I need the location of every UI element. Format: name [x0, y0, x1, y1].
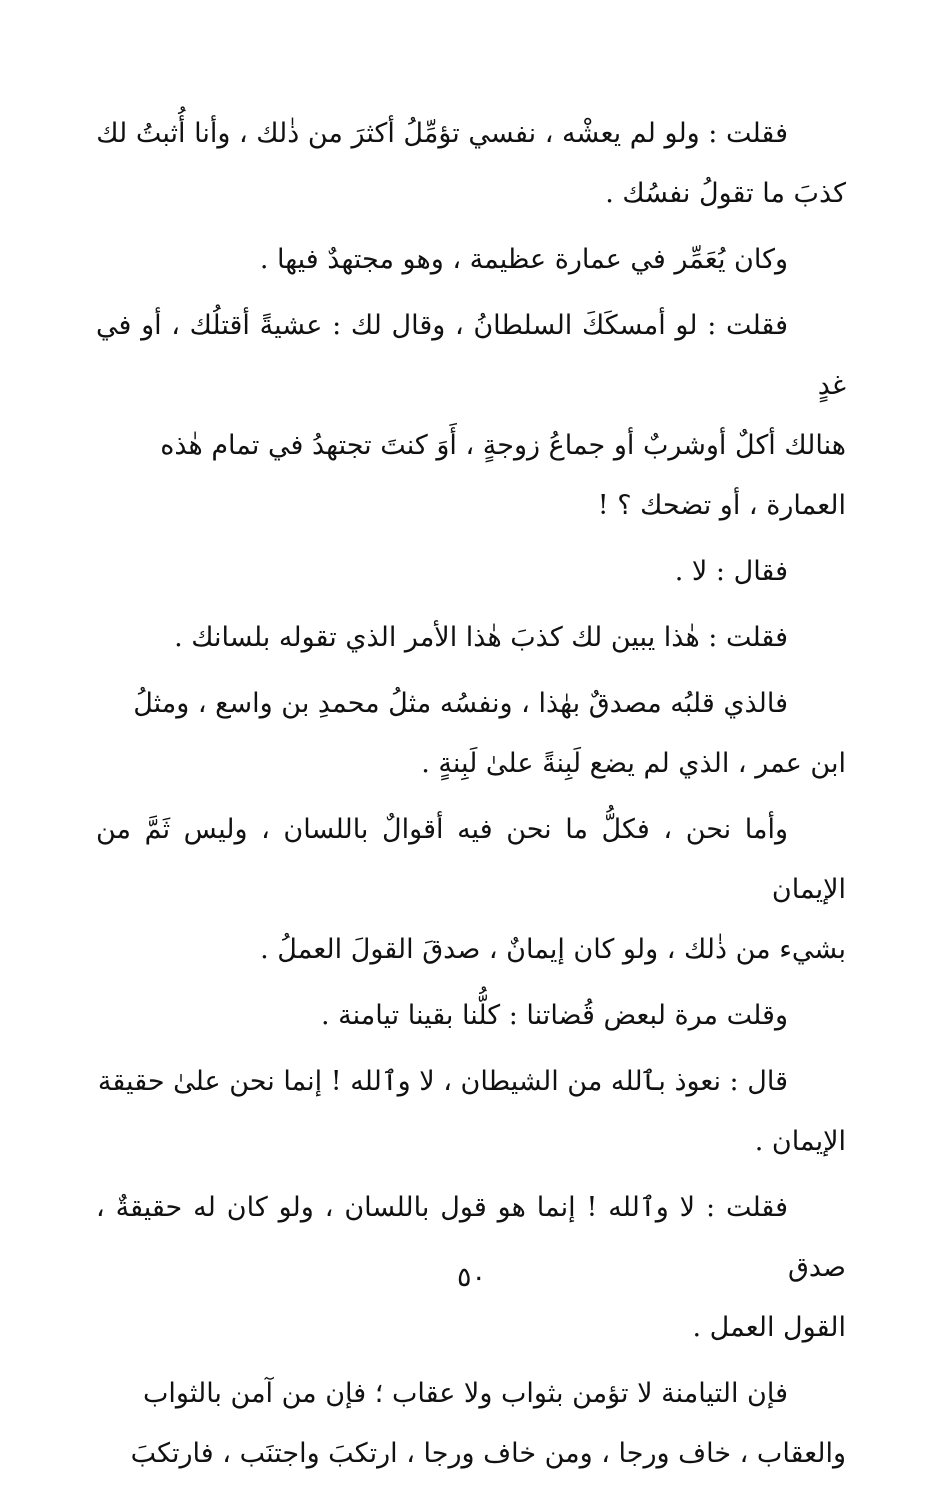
paragraph-1: فقلت : ولو لم يعشْه ، نفسي تؤمِّلُ أكثرَ من ذٰلك ، وأنا أُثبتُ لك كذبَ ما تقولُ نفسُك . — [96, 118, 846, 209]
paragraph-6: فالذي قلبُه مصدقٌ بهٰذا ، ونفسُه مثلُ محمدِ بن واسع ، ومثلُ ابن عمر ، الذي لم يضع لَبِنةً علىٰ لَبِنةٍ . — [133, 688, 846, 779]
paragraph-10: فقلت : لا وٱلله ! إنما هو قول باللسان ، ولو كان له حقيقةٌ ، صدق القول العمل . — [96, 1192, 846, 1343]
paragraph-8: وقلت مرة لبعض قُضاتنا : كلُّنا بقينا تيامنة . — [321, 1000, 788, 1031]
page-number: ٥٠ — [456, 1262, 486, 1293]
paragraph-4: فقال : لا . — [674, 556, 788, 587]
paragraph-7: وأما نحن ، فكلُّ ما نحن فيه أقوالٌ باللسان ، وليس ثَمَّ من الإيمان بشيء من ذٰلك ، ولو كان إيمانٌ ، صدقَ القولَ العملُ . — [96, 814, 846, 965]
paragraph-5: فقلت : هٰذا يبين لك كذبَ هٰذا الأمر الذي تقوله بلسانك . — [174, 622, 788, 653]
paragraph-11: فإن التيامنة لا تؤمن بثواب ولا عقاب ؛ فإن من آمن بالثواب والعقاب ، خاف ورجا ، ومن خاف ورجا ، ارتكبَ واجتنَب ، فارتكبَ — [130, 1378, 846, 1469]
paragraph-3: فقلت : لو أمسكَكَ السلطانُ ، وقال لك : عشيةً أقتلُك ، أو في غدٍ هنالك أكلٌ أوشربٌ أو جماعُ زوجةٍ ، أَوَ كنتَ تجتهدُ في تمام هٰذه العمارة ، أو تضحك ؟ ! — [96, 310, 846, 521]
paragraph-9: قال : نعوذ بٱلله من الشيطان ، لا وٱلله ! إنما نحن علىٰ حقيقة الإيمان . — [97, 1066, 846, 1157]
paragraph-2: وكان يُعَمِّر في عمارة عظيمة ، وهو مجتهدٌ فيها . — [259, 244, 788, 275]
